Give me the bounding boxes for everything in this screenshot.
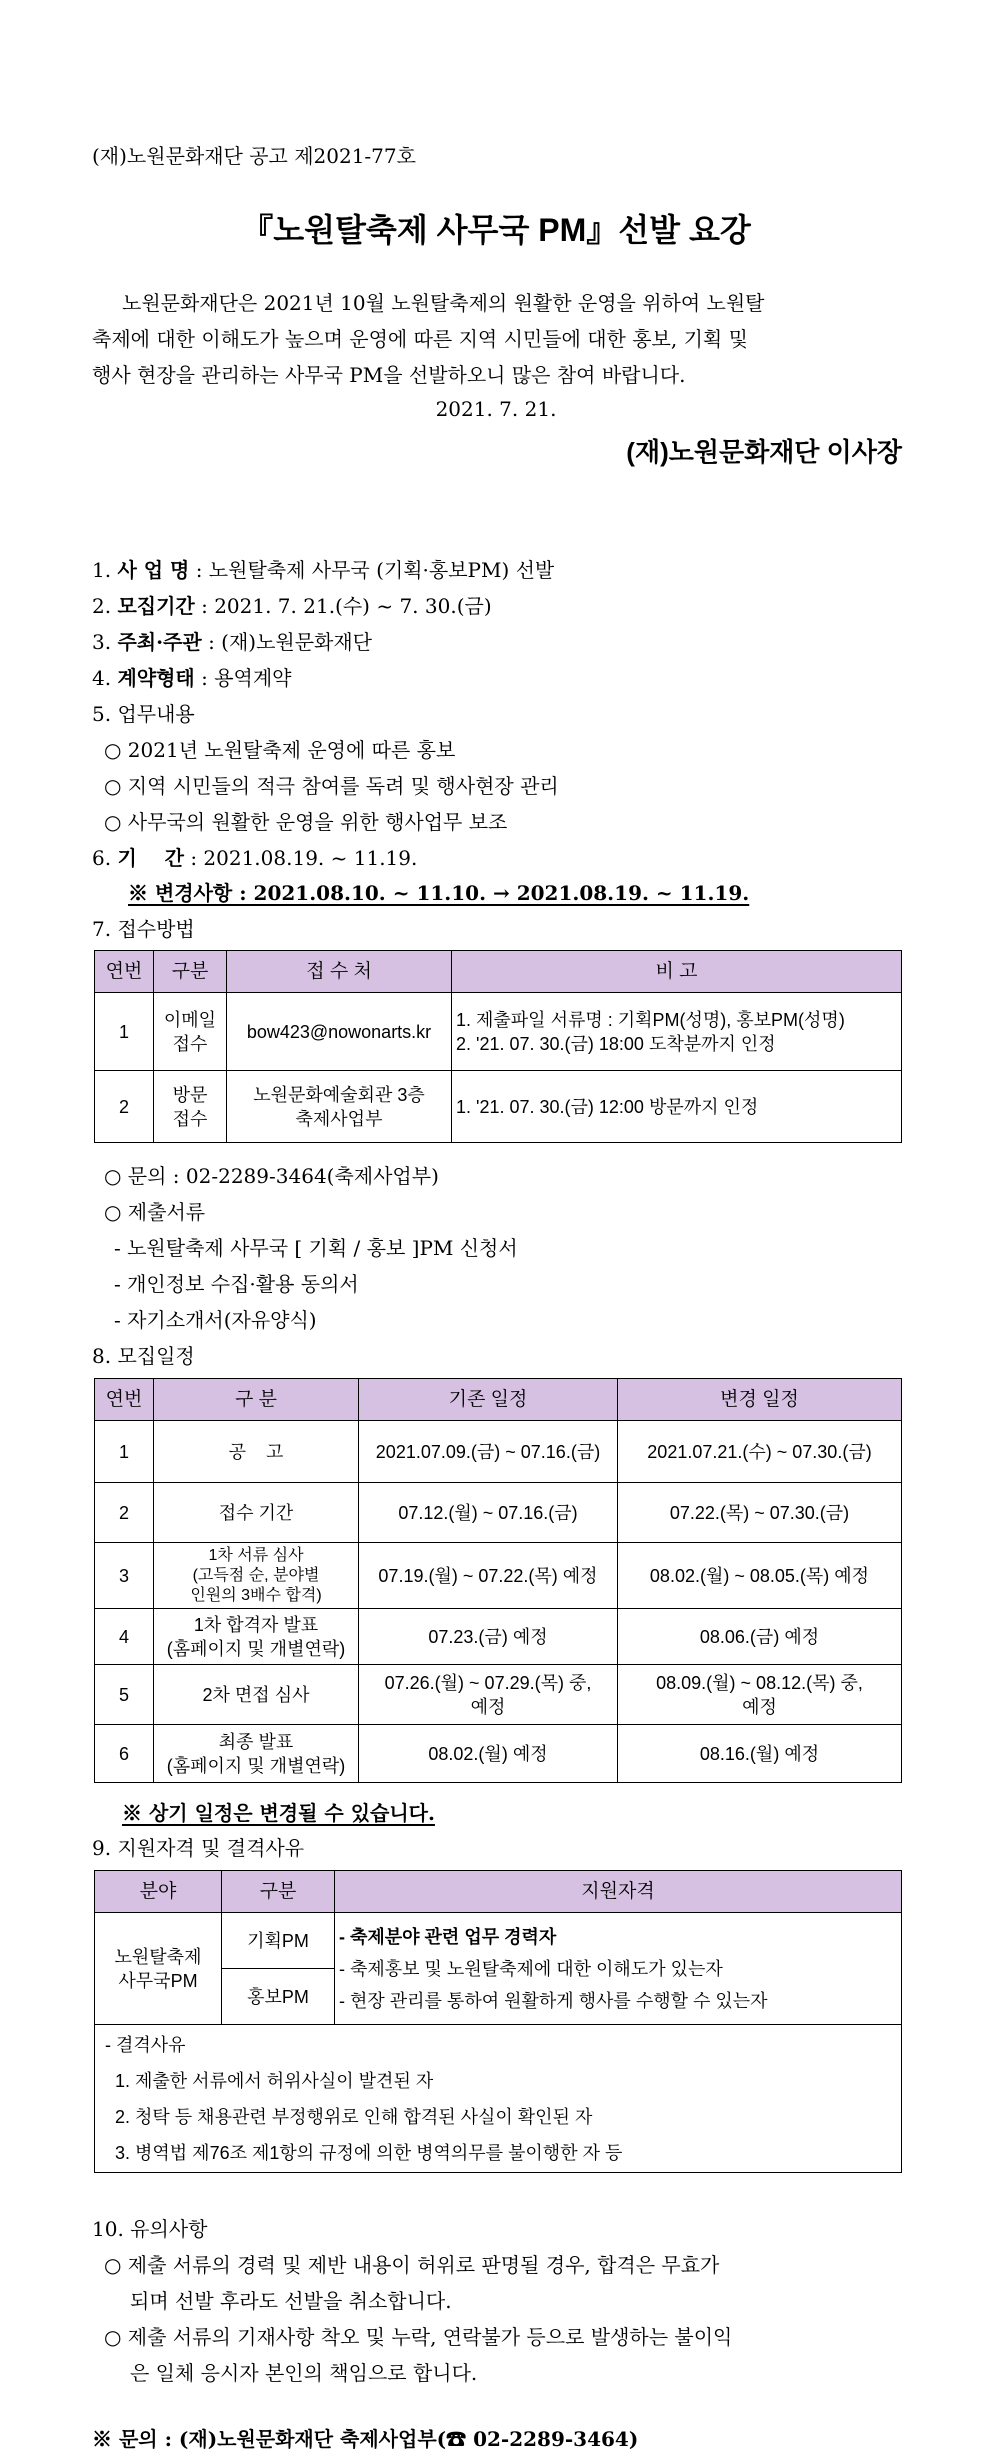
- header-cell: 구 분: [154, 1379, 359, 1421]
- section-schedule: 8. 모집일정: [92, 1344, 195, 1368]
- header-cell: 지원자격: [335, 1871, 902, 1913]
- table-row: 3 1차 서류 심사 (고득점 순, 분야별 인원의 3배수 합격) 07.19.(월) ~ 07.22.(목) 예정 08.02.(월) ~ 08.05.(목) 예정: [95, 1543, 902, 1609]
- contact-line: - 개인정보 수집·활용 동의서: [114, 1272, 359, 1296]
- qualification-table: [94, 1870, 902, 2173]
- term-change-note: ※ 변경사항 : 2021.08.10. ~ 11.10. → 2021.08.19. ~ 11.19.: [128, 881, 750, 905]
- duty-bullet: ○ 지역 시민들의 적극 참여를 독려 및 행사현장 관리: [104, 774, 559, 798]
- section-duties: 5. 업무내용: [92, 702, 195, 726]
- duty-bullet: ○ 2021년 노원탈축제 운영에 따른 홍보: [104, 738, 456, 762]
- header-cell: 변경 일정: [618, 1379, 902, 1421]
- table-row: 홍보PM: [95, 1969, 902, 2025]
- section-contract: 4. 계약형태 : 용역계약: [92, 666, 292, 690]
- table-row: - 결격사유 1. 제출한 서류에서 허위사실이 발견된 자 2. 청탁 등 채용관련 부정행위로 인해 합격된 사실이 확인된 자 3. 병역법 제76조 제1항의 규정에 의한 병역의무를 불이행한 자 등: [95, 2025, 902, 2173]
- schedule-table: [94, 1378, 902, 1783]
- intro-line: 행사 현장을 관리하는 사무국 PM을 선발하오니 많은 참여 바랍니다.: [92, 363, 686, 387]
- caution-line: ○ 제출 서류의 경력 및 제반 내용이 허위로 판명될 경우, 합격은 무효가: [104, 2253, 720, 2277]
- caution-line: ○ 제출 서류의 기재사항 착오 및 누락, 연락불가 등으로 발생하는 불이익: [104, 2325, 733, 2349]
- header-cell: 구분: [154, 951, 227, 993]
- contact-line: - 노원탈축제 사무국 [ 기획 / 홍보 ]PM 신청서: [114, 1236, 518, 1260]
- caution-line: 은 일체 응시자 본인의 책임으로 합니다.: [130, 2361, 478, 2385]
- header-cell: 연번: [95, 951, 154, 993]
- contact-line: ○ 제출서류: [104, 1200, 206, 1224]
- caution-line: 되며 선발 후라도 선발을 취소합니다.: [130, 2289, 452, 2313]
- header-cell: 기존 일정: [359, 1379, 618, 1421]
- section-business: 1. 사 업 명 : 노원탈축제 사무국 (기획·홍보PM) 선발: [92, 558, 555, 582]
- section-host: 3. 주최·주관 : (재)노원문화재단: [92, 630, 373, 654]
- intro-line: 축제에 대한 이해도가 높으며 운영에 따른 지역 시민들에 대한 홍보, 기획 및: [92, 327, 748, 351]
- table-row: 2 접수 기간 07.12.(월) ~ 07.16.(금) 07.22.(목) ~ 07.30.(금): [95, 1483, 902, 1543]
- header-cell: 비 고: [452, 951, 902, 993]
- contact-line: - 자기소개서(자유양식): [114, 1308, 317, 1332]
- contact-line: ○ 문의 : 02-2289-3464(축제사업부): [104, 1164, 439, 1188]
- header-cell: 분야: [95, 1871, 222, 1913]
- table-row: 4 1차 합격자 발표 (홈페이지 및 개별연락) 07.23.(금) 예정 08.06.(금) 예정: [95, 1609, 902, 1665]
- table-row: 1 공 고 2021.07.09.(금) ~ 07.16.(금) 2021.07.21.(수) ~ 07.30.(금): [95, 1421, 902, 1483]
- section-term: 6. 기 간 : 2021.08.19. ~ 11.19.: [92, 846, 418, 870]
- notice-date: 2021. 7. 21.: [435, 397, 557, 421]
- header-cell: 접 수 처: [227, 951, 452, 993]
- intro-line: 노원문화재단은 2021년 10월 노원탈축제의 원활한 운영을 위하여 노원탈: [122, 291, 765, 315]
- notice-number: (재)노원문화재단 공고 제2021-77호: [92, 144, 416, 168]
- section-qualification: 9. 지원자격 및 결격사유: [92, 1836, 305, 1860]
- section-receipt: 7. 접수방법: [92, 917, 195, 941]
- header-cell: 구분: [222, 1871, 335, 1913]
- section-period: 2. 모집기간 : 2021. 7. 21.(수) ~ 7. 30.(금): [92, 594, 492, 618]
- table-row: 5 2차 면접 심사 07.26.(월) ~ 07.29.(목) 중, 예정 08.09.(월) ~ 08.12.(목) 중, 예정: [95, 1665, 902, 1725]
- table-row: 6 최종 발표 (홈페이지 및 개별연락) 08.02.(월) 예정 08.16.(월) 예정: [95, 1725, 902, 1783]
- table-row: 노원탈축제 사무국PM 기획PM - 축제분야 관련 업무 경력자 - 축제홍보 및 노원탈축제에 대한 이해도가 있는자 - 현장 관리를 통하여 원활하게 행사를 수행할 수 있는자: [95, 1913, 902, 1969]
- receipt-table: [94, 950, 902, 1143]
- footer-contact: ※ 문의 : (재)노원문화재단 축제사업부(☎ 02-2289-3464): [92, 2427, 639, 2451]
- issuer-name: (재)노원문화재단 이사장: [626, 437, 902, 467]
- duty-bullet: ○ 사무국의 원활한 운영을 위한 행사업무 보조: [104, 810, 508, 834]
- header-cell: 연번: [95, 1379, 154, 1421]
- table-row: 2 방문 접수 노원문화예술회관 3층 축제사업부 1. '21. 07. 30.(금) 12:00 방문까지 인정: [95, 1071, 902, 1143]
- schedule-note: ※ 상기 일정은 변경될 수 있습니다.: [122, 1801, 435, 1825]
- table-row: 1 이메일 접수 bow423@nowonarts.kr 1. 제출파일 서류명 : 기획PM(성명), 홍보PM(성명) 2. '21. 07. 30.(금) 18:00 도착분까지 인정: [95, 993, 902, 1071]
- page-title: 『노원탈축제 사무국 PM』선발 요강: [241, 212, 751, 248]
- email-address: bow423@nowonarts.kr: [227, 993, 452, 1071]
- section-cautions: 10. 유의사항: [92, 2217, 208, 2241]
